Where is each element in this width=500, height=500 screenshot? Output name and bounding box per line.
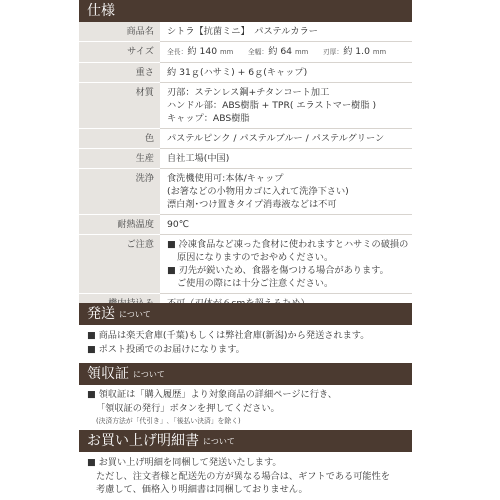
spec-header	[79, 0, 412, 22]
spec-row-origin	[79, 149, 412, 169]
spec-label-caution: ご注意	[79, 235, 160, 294]
spec-table	[79, 22, 412, 314]
spec-row-heat	[79, 215, 412, 235]
caution-line: ■ 刃先が鋭いため、食器を傷つける場合があります。	[167, 265, 389, 276]
spec-row-size	[79, 42, 412, 63]
spec-row-name	[79, 22, 412, 42]
spec-row-wash	[79, 169, 412, 215]
spec-value-color: パステルピンク / パステルブルー / パステルグリーン	[160, 129, 412, 149]
spec-value-origin: 自社工場(中国)	[160, 149, 412, 169]
size-total-prefix: 全長：	[167, 48, 188, 56]
spec-label-material: 材質	[79, 83, 160, 129]
shipping-header	[79, 303, 412, 325]
spec-header-title: 仕様	[87, 3, 115, 19]
spec-value-heat: 90℃	[160, 215, 412, 235]
spec-value-material	[160, 83, 412, 129]
spec-label-wash: 洗浄	[79, 169, 160, 215]
statement-body	[87, 456, 390, 497]
spec-row-color	[79, 129, 412, 149]
statement-header	[79, 430, 412, 452]
spec-label-size: サイズ	[79, 42, 160, 63]
caution-line: 原因になりますのでおやめください。	[177, 252, 334, 263]
size-total-unit: mm	[219, 48, 234, 56]
material-line: 刃部：ステンレス鋼+チタンコート加工	[167, 87, 330, 98]
receipt-note: (決済方法が「代引き」､「後払い決済」を除く)	[96, 417, 241, 425]
receipt-header	[79, 363, 412, 385]
size-total-value: 約 140	[187, 46, 218, 57]
caution-line: ご使用の際には十分ご注意ください。	[177, 278, 334, 289]
size-width-value: 約 64	[268, 46, 293, 57]
receipt-suffix: について	[133, 370, 165, 379]
spec-row-caution	[79, 235, 412, 294]
receipt-body	[87, 388, 337, 429]
spec-label-name: 商品名	[79, 22, 160, 42]
shipping-title: 発送	[87, 306, 115, 322]
spec-value-caution	[160, 235, 412, 294]
spec-label-heat: 耐熱温度	[79, 215, 160, 235]
receipt-line: 「領収証の発行」ボタンを押してください。	[96, 402, 280, 414]
spec-value-name: シトラ【抗菌ミニ】 パステルカラー	[160, 22, 412, 42]
shipping-line: ■ 商品は楽天倉庫(千葉)もしくは弊社倉庫(新潟)から発送されます。	[87, 330, 370, 341]
spec-row-weight	[79, 63, 412, 83]
spec-label-origin: 生産	[79, 149, 160, 169]
wash-line: (お箸などの小物用カゴに入れて洗浄下さい)	[167, 186, 349, 197]
spec-value-size	[160, 42, 412, 63]
receipt-line: ■ 領収証は「購入履歴」より対象商品の詳細ページに行き、	[87, 389, 337, 400]
statement-line: ■ お買い上げ明細を同梱して発送いたします。	[87, 457, 282, 468]
size-blade-value: 約 1.0	[343, 46, 370, 57]
spec-label-weight: 重さ	[79, 63, 160, 83]
statement-title: お買い上げ明細書	[87, 433, 199, 449]
size-blade-prefix: 刃厚：	[322, 48, 344, 56]
shipping-body	[87, 329, 369, 356]
spec-value-wash	[160, 169, 412, 215]
material-line: キャップ：ABS樹脂	[167, 113, 250, 124]
size-width-prefix: 全幅：	[247, 48, 269, 56]
caution-line: ■ 冷凍食品など凍った食材に使われますとハサミの破損の	[167, 239, 409, 250]
material-line: ハンドル部：ABS樹脂 + TPR( エラストマー樹脂 )	[167, 100, 377, 111]
statement-line: ただし、注文者様と配送先の方が異なる場合は、ギフトである可能性を	[96, 470, 390, 482]
spec-value-weight: 約 31ｇ(ハサミ) + 6ｇ(キャップ)	[160, 63, 412, 83]
statement-suffix: について	[203, 437, 235, 446]
shipping-suffix: について	[119, 310, 151, 319]
receipt-title: 領収証	[87, 366, 129, 382]
wash-line: 漂白剤･つけ置きタイプ消毒液などは不可	[167, 199, 337, 210]
spec-label-color: 色	[79, 129, 160, 149]
size-width-unit: mm	[294, 48, 309, 56]
size-blade-unit: mm	[372, 48, 387, 56]
spec-row-material	[79, 83, 412, 129]
wash-line: 食洗機使用可:本体/キャップ	[167, 173, 284, 184]
statement-line: 考慮して、価格入り明細書は同梱しておりません。	[96, 484, 308, 495]
shipping-line: ■ ポスト投函でのお届けになります。	[87, 343, 245, 355]
